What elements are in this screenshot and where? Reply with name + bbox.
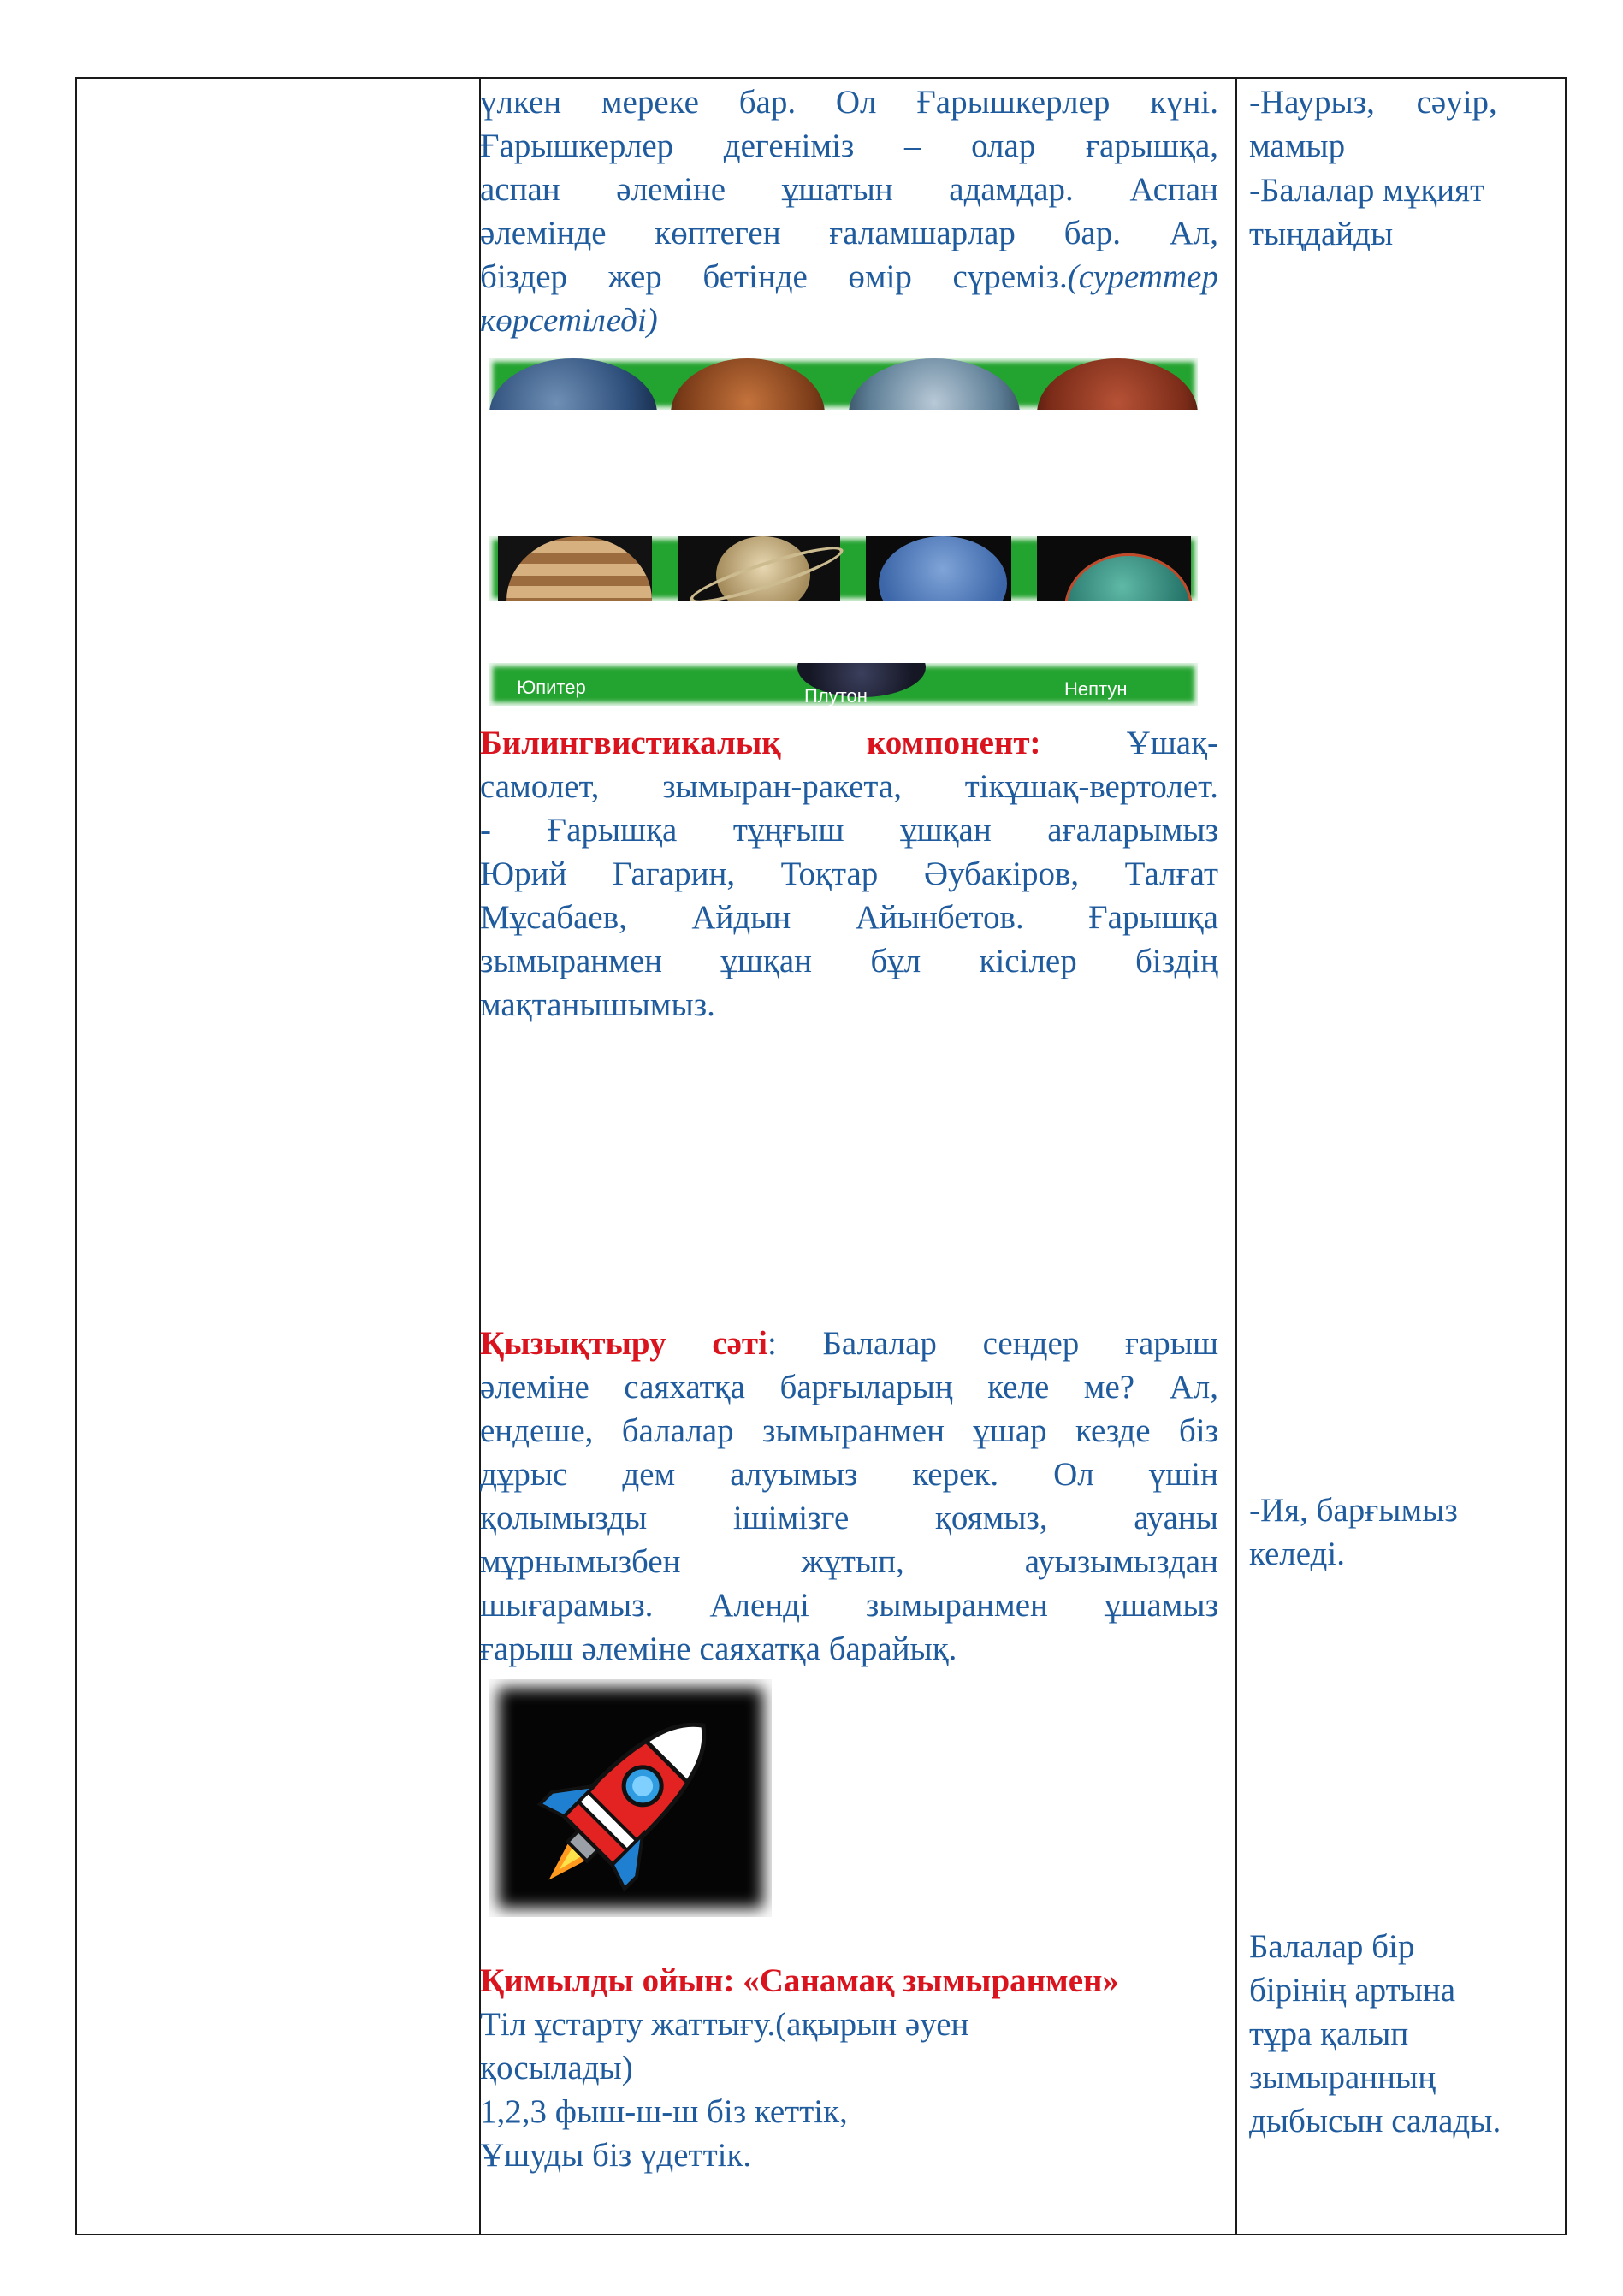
game-label: Қимылды ойын: «Санамақ зымыранмен» [480,1962,1119,1999]
planets-image-strip-3 [489,663,1198,706]
bilingual-line: мақтанышымыз. [480,986,715,1023]
earth-planet-icon [489,358,657,410]
caption-neptune: Нептун [1064,678,1128,700]
interest-paragraph [480,1322,1218,1671]
answer-line: бірінің артына [1249,1972,1456,2009]
caption-jupiter: Юпитер [517,677,586,698]
bilingual-line: самолет, зымыран-ракета, тікұшақ-вертолет. [480,768,1218,805]
bilingual-line: зымыранмен ұшқан бұл кісілер біздің [480,943,1218,979]
answer-line: Балалар бір [1249,1928,1415,1965]
interest-label: Қызықтыру сәті [480,1325,767,1362]
interest-line: шығарамыз. Аленді зымыранмен ұшамыз [480,1587,1218,1624]
bilingual-label: Билингвистикалық [480,725,781,761]
venus-planet-icon [671,358,825,410]
game-line: қосылады) [480,2050,633,2086]
interest-line: ендеше, балалар зымыранмен ұшар кезде біз [480,1412,1218,1449]
planets-image-strip-2 [489,536,1198,601]
interest-line: дұрыс дем алуымыз керек. Ол үшін [480,1456,1218,1493]
answer-line: мамыр [1249,127,1346,164]
planets-image-strip-1 [489,358,1198,410]
interest-line: қолымызды ішімізге қоямыз, ауаны [480,1500,1218,1536]
intro-line-with-note: біздер жер бетінде өмір сүреміз.(суреттер [480,258,1218,295]
answer-line: зымыранның [1249,2059,1436,2096]
answer-line: дыбысын салады. [1249,2103,1502,2139]
game-block [480,1959,1218,2177]
pictures-note: (суреттер [1067,258,1218,295]
game-line: Тіл ұстарту жаттығу.(ақырын әуен [480,2006,969,2043]
answer-line: -Ия, барғымыз [1249,1492,1458,1529]
bilingual-line: Юрий Гагарин, Тоқтар Әубакіров, Талғат [480,855,1218,892]
pictures-note-end: көрсетіледі) [480,302,658,339]
intro-line: Ғарышкерлер дегеніміз – олар ғарышқа, [480,127,1218,164]
answer-line: -Балалар мұқият [1249,172,1485,209]
answer-line: -Наурыз, сәуір, [1249,84,1497,121]
game-line: 1,2,3 фыш-ш-ш біз кеттік, [480,2093,848,2130]
intro-paragraph [480,80,1218,342]
mars-planet-icon [1037,358,1198,410]
answer-line: тыңдайды [1249,216,1394,252]
bilingual-line: Мұсабаев, Айдын Айынбетов. Ғарышқа [480,899,1218,936]
answer-line: келеді. [1249,1536,1345,1572]
answer-yes [1249,1488,1557,1576]
interest-first-line: Қызықтыру сәті: Балалар сендер ғарыш [480,1325,1218,1362]
interest-line: мұрнымызбен жұтып, ауызымыздан [480,1543,1218,1580]
interest-line: ғарыш әлеміне саяхатқа барайық. [480,1630,957,1667]
interest-line: әлеміне саяхатқа барғыларың келе ме? Ал, [480,1369,1218,1405]
intro-line: аспан әлеміне ұшатын адамдар. Аспан [480,171,1218,208]
answer-listen [1249,169,1557,256]
bilingual-first-line: Билингвистикалық компонент: Ұшақ- [480,725,1219,761]
column-divider-2 [1235,79,1237,2234]
game-line: Ұшуды біз үдеттік. [480,2137,752,2174]
answer-rocket-sound [1249,1925,1557,2143]
intro-line: әлемінде көптеген ғаламшарлар бар. Ал, [480,215,1218,251]
answer-line: тұра қалып [1249,2015,1409,2052]
rocket-image [489,1679,772,1917]
answer-months [1249,80,1557,168]
rocket-icon [489,1679,772,1917]
intro-line: үлкен мереке бар. Ол Ғарышкерлер күні. [480,84,1218,121]
bilingual-line: - Ғарышқа тұңғыш ұшқан ағаларымыз [480,812,1218,849]
bilingual-paragraph [480,721,1218,1027]
caption-pluto: Плутон [804,685,868,706]
bilingual-label-b: компонент: [866,725,1041,761]
earth-globe-icon [849,358,1020,410]
column-divider-1 [479,79,481,2234]
